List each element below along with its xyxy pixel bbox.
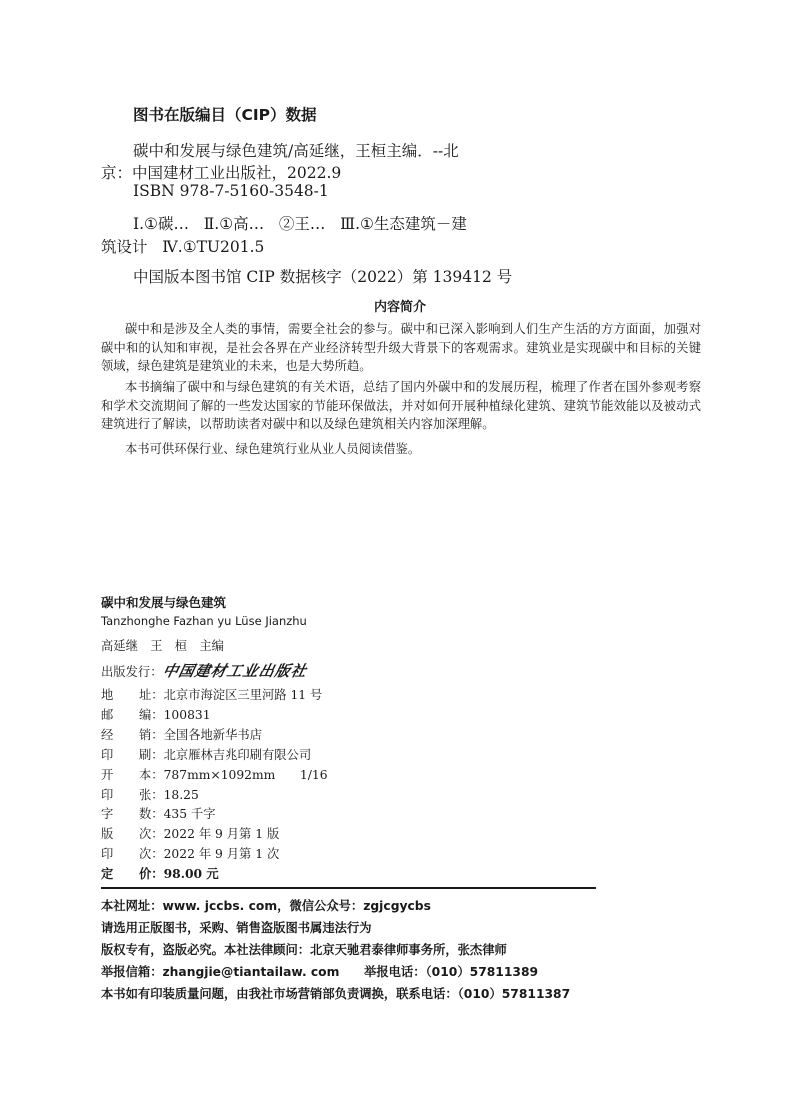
field-value: 全国各地新华书店 bbox=[163, 727, 262, 742]
field-label: 开 bbox=[101, 767, 114, 782]
cip-title: 图书在版编目（CIP）数据 bbox=[133, 106, 317, 124]
field-label: 邮 bbox=[101, 707, 114, 722]
info-row bbox=[101, 685, 322, 703]
info-row bbox=[101, 824, 279, 842]
cip-line: 碳中和发展与绿色建筑/高延继，王桓主编．--北 bbox=[133, 142, 459, 160]
field-label: 字 bbox=[101, 807, 114, 822]
cip-record-number: 中国版本图书馆 CIP 数据核字（2022）第 139412 号 bbox=[133, 268, 513, 286]
field-value: 18.25 bbox=[163, 787, 199, 802]
publisher-label: 出版发行： bbox=[101, 665, 163, 679]
field-value: 北京市海淀区三里河路 11 号 bbox=[163, 688, 323, 702]
intro-paragraph: 本书可供环保行业、绿色建筑行业从业人员阅读借鉴。 bbox=[125, 442, 421, 456]
footer-report: 举报信箱：zhangjie@tiantailaw. com 举报电话：（010）57811389 bbox=[101, 965, 539, 979]
footer-copyright: 版权专有，盗版必究。本社法律顾问：北京天驰君泰律师事务所，张杰律师 bbox=[101, 943, 507, 957]
footer-website: 本社网址：www. jccbs. com，微信公众号：zgjcgycbs bbox=[101, 899, 431, 913]
field-label: 刷： bbox=[139, 747, 164, 762]
info-row bbox=[101, 804, 216, 822]
cip-line: 筑设计 Ⅳ.①TU201.5 bbox=[101, 238, 265, 256]
book-title-pinyin: Tanzhonghe Fazhan yu Lüse Jianzhu bbox=[101, 614, 307, 628]
field-label: 次： bbox=[139, 847, 164, 862]
info-row bbox=[101, 745, 311, 763]
info-row bbox=[101, 785, 199, 803]
field-value: 100831 bbox=[163, 707, 211, 722]
field-value: 2022 年 9 月第 1 次 bbox=[163, 847, 280, 862]
intro-paragraph: 本书摘编了碳中和与绿色建筑的有关术语，总结了国内外碳中和的发展历程，梳理了作者在国外参观考察和学术交流期间了解的一些发达国家的节能环保做法，并对如何开展种植绿化建筑、建筑节能效能以及被动式建筑进行了解读，以帮助读者对碳中和以及绿色建筑相关内容加深理解。 bbox=[101, 380, 701, 431]
field-label: 经 bbox=[101, 727, 114, 742]
field-label: 印 bbox=[101, 787, 114, 802]
intro-paragraph: 碳中和是涉及全人类的事情，需要全社会的参与。碳中和已深入影响到人们生产生活的方方面面，加强对碳中和的认知和审视，是社会各界在产业经济转型升级大背景下的客观需求。建筑业是实现碳中和目标的关键领域，绿色建筑是建筑业的未来，也是大势所趋。 bbox=[101, 322, 701, 373]
field-label: 版 bbox=[101, 827, 114, 842]
field-value: 北京雁林吉兆印刷有限公司 bbox=[163, 747, 312, 762]
cip-isbn: ISBN 978-7-5160-3548-1 bbox=[133, 182, 329, 200]
price-row bbox=[101, 864, 219, 882]
field-value: 435 千字 bbox=[163, 807, 216, 822]
field-label: 次： bbox=[139, 827, 164, 842]
info-row bbox=[101, 725, 262, 743]
field-label: 张： bbox=[139, 787, 164, 802]
footer-notice: 请选用正版图书，采购、销售盗版图书属违法行为 bbox=[101, 921, 372, 935]
field-label: 价： bbox=[139, 866, 164, 881]
book-title: 碳中和发展与绿色建筑 bbox=[101, 595, 227, 610]
field-label: 销： bbox=[139, 727, 164, 742]
footer-quality: 本书如有印装质量问题，由我社市场营销部负责调换，联系电话：（010）57811387 bbox=[101, 987, 571, 1001]
intro-heading: 内容简介 bbox=[373, 300, 426, 315]
book-editors: 高延继 王 桓 主编 bbox=[101, 639, 224, 653]
field-value: 787mm×1092mm 1/16 bbox=[163, 767, 328, 782]
publisher-logo: 中国建材工业出版社 bbox=[160, 662, 309, 680]
field-value: 2022 年 9 月第 1 版 bbox=[163, 827, 280, 842]
field-label: 地 bbox=[101, 688, 114, 702]
field-label: 本： bbox=[139, 767, 164, 782]
field-label: 数： bbox=[139, 807, 164, 822]
info-row bbox=[101, 844, 279, 862]
field-label: 印 bbox=[101, 847, 114, 862]
publisher-row bbox=[101, 660, 307, 681]
cip-line: Ⅰ.①碳… Ⅱ.①高… ②王… Ⅲ.①生态建筑－建 bbox=[133, 215, 467, 233]
field-label: 定 bbox=[101, 866, 114, 881]
field-label: 址： bbox=[139, 688, 164, 702]
field-label: 印 bbox=[101, 747, 114, 762]
field-label: 编： bbox=[139, 707, 164, 722]
price-value: 98.00 元 bbox=[163, 866, 219, 881]
cip-line: 京：中国建材工业出版社，2022.9 bbox=[101, 164, 342, 182]
info-row bbox=[101, 765, 328, 783]
info-row bbox=[101, 705, 211, 723]
divider bbox=[101, 887, 596, 889]
